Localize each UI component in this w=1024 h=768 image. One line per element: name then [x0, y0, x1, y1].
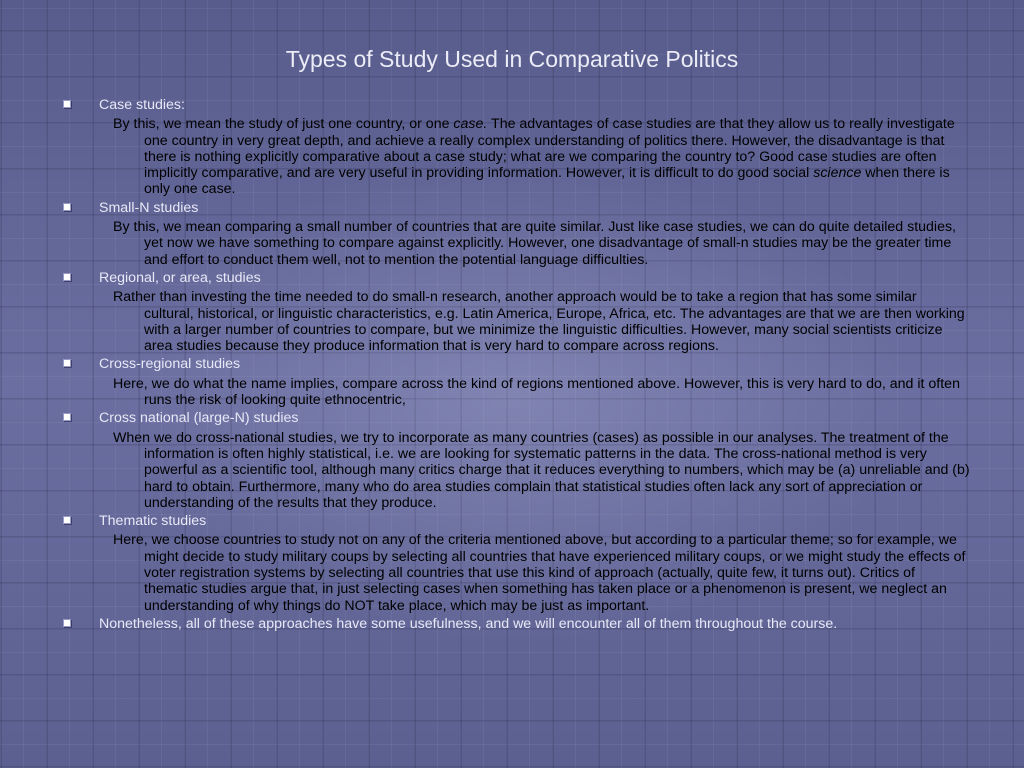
desc-text: By this, we mean the study of just one country, or one: [113, 116, 454, 133]
conclusion-text: Nonetheless, all of these approaches have some usefulness, and we will encounter all of them throughout the course.: [99, 615, 838, 632]
list-item-cross-national: [60, 410, 970, 511]
item-description: Here, we choose countries to study not on any of the criteria mentioned above, but according to a particular theme; so for example, we might decide to study military coups by selecting all countries that have experienced military coups, or we might study the effects of voter registration systems by selecting all countries that use this kind of approach (actually, quite few, it turns out). Critics of thematic studies argue that, in just selecting cases when something has taken place or a phenomenon is present, we neglect an understanding of why things do NOT take place, which may be just as important.: [113, 532, 966, 614]
item-heading: Small-N studies: [99, 199, 199, 216]
list-item-case-studies: [60, 97, 970, 198]
item-heading: Thematic studies: [99, 513, 207, 530]
square-bullet-icon: [63, 359, 71, 367]
list-item-small-n: [60, 200, 970, 268]
list-item-cross-regional: [60, 356, 970, 408]
list-item-regional: [60, 270, 970, 354]
item-description: When we do cross-national studies, we try to incorporate as many countries (cases) as possible in our analyses. The treatment of the information is often highly statistical, i.e. we are looking for systematic patterns in the data. The cross-national method is very powerful as a scientific tool, although many critics charge that it reduces everything to numbers, which may be (a) unreliable and (b) hard to obtain. Furthermore, many who do area studies complain that statistical studies often lack any sort of appreciation or understanding of the results that they produce.: [113, 429, 970, 511]
square-bullet-icon: [63, 273, 71, 281]
square-bullet-icon: [63, 619, 71, 627]
desc-emphasis: science: [813, 165, 862, 182]
item-heading: Case studies:: [99, 97, 185, 113]
slide-title: Types of Study Used in Comparative Politics: [285, 46, 739, 72]
item-heading: Cross-regional studies: [99, 356, 241, 373]
desc-emphasis: case.: [453, 116, 488, 133]
list-item-thematic: [60, 513, 970, 614]
list-item-conclusion: [60, 616, 970, 632]
desc-text: when there is only one case.: [144, 165, 950, 198]
item-description: [99, 116, 970, 197]
square-bullet-icon: [63, 100, 71, 108]
item-description: Here, we do what the name implies, compare across the kind of regions mentioned above. However, this is very hard to do, and it often runs the risk of looking quite ethnocentric,: [113, 375, 960, 409]
item-heading: Regional, or area, studies: [99, 269, 261, 286]
slide-content: [60, 97, 970, 634]
item-description: Rather than investing the time needed to do small-n research, another approach would be to take a region that has some similar cultural, historical, or linguistic characteristics, e.g. Latin America, Europe, Africa, etc. The advantages are that we are then working with a larger number of countries to compare, but we minimize the linguistic difficulties. However, many social scientists criticize area studies because they produce information that is very hard to compare across regions.: [113, 289, 965, 355]
square-bullet-icon: [63, 203, 71, 211]
item-heading: Cross national (large-N) studies: [99, 410, 299, 427]
square-bullet-icon: [63, 413, 71, 421]
item-description: By this, we mean comparing a small number of countries that are quite similar. Just like case studies, we can do quite detailed studies, yet now we have something to compare against explicitly. However, one disadvantage of small-n studies may be the greater time and effort to conduct them well, not to mention the potential language difficulties.: [113, 219, 956, 268]
square-bullet-icon: [63, 516, 71, 524]
desc-text: The advantages of case studies are that they allow us to really investigate one country in very great depth, and achieve a really complex understanding of politics there. However, the disadvantage is that there is nothing explicitly comparative about a case study; what are we comparing the country to? Good case studies are often implicitly comparative, and are very useful in providing information. However, it is difficult to do good social: [144, 116, 955, 182]
